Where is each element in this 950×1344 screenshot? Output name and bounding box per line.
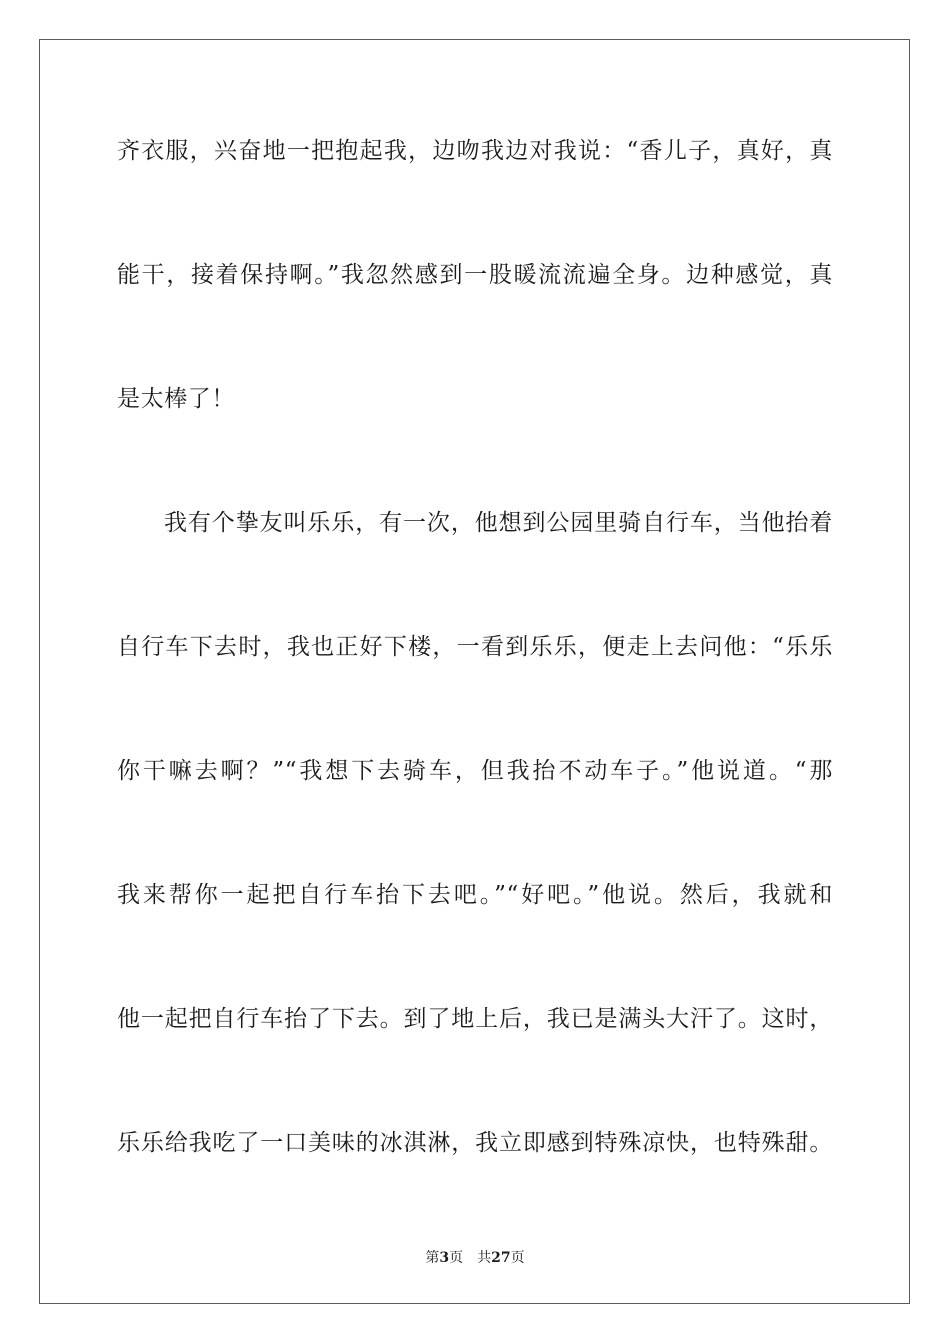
total-suffix: 页 <box>510 1250 525 1266</box>
page-footer <box>0 1247 950 1267</box>
page-number: 3 <box>439 1250 450 1266</box>
text-line: 他一起把自行车抬了下去。到了地上后，我已是满头大汗了。这时， <box>117 1006 833 1032</box>
text-line: 能干，接着保持啊。”我忽然感到一股暖流流遍全身。边种感觉，真 <box>117 262 833 288</box>
total-pages: 27 <box>491 1250 511 1266</box>
paragraph-first-line: 我有个挚友叫乐乐，有一次，他想到公园里骑自行车，当他抬着 <box>164 510 833 536</box>
text-line: 自行车下去时，我也正好下楼，一看到乐乐，便走上去问他：“乐乐 <box>117 634 833 660</box>
text-line: 乐乐给我吃了一口美味的冰淇淋，我立即感到特殊凉快，也特殊甜。 <box>117 1130 833 1156</box>
total-prefix: 共 <box>477 1250 492 1266</box>
text-line: 我来帮你一起把自行车抬下去吧。”“好吧。”他说。然后，我就和 <box>117 882 833 908</box>
page-suffix: 页 <box>449 1250 464 1266</box>
page-frame <box>39 39 910 1304</box>
text-line: 你干嘛去啊？”“我想下去骑车，但我抬不动车子。”他说道。“那 <box>117 758 833 784</box>
text-line: 齐衣服，兴奋地一把抱起我，边吻我边对我说：“香儿子，真好，真 <box>117 138 833 164</box>
page-prefix: 第 <box>425 1250 440 1266</box>
text-line: 是太棒了！ <box>117 386 235 412</box>
